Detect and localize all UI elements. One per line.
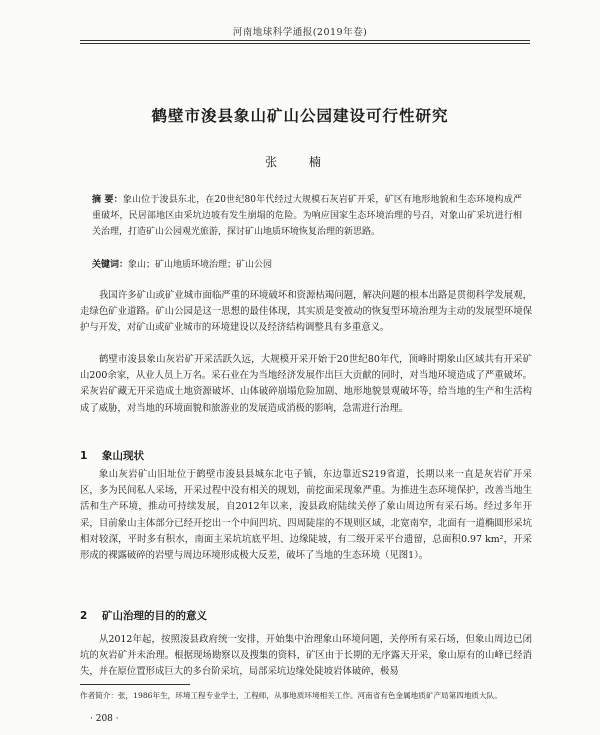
footnote: 作者简介：张，1986年生，环境工程专业学士，工程师，从事地质环境相关工作。河南省有色金属地质矿产局第四地质大队。 xyxy=(80,691,502,700)
abstract-label: 摘 要： xyxy=(92,195,123,205)
author-name: 张 楠 xyxy=(265,155,335,169)
section-number: 2 xyxy=(80,610,88,622)
section-title: 象山现状 xyxy=(102,450,144,462)
section-paragraph: 象山灰岩矿山旧址位于鹤壁市浚县县城东北屯子镇，东边靠近S219省道，长期以来一直是灰岩矿开采区，多为民间私人采场，开采过程中没有相关的规划，前挖面采现象严重。为推进生态环境保护，改善当地生活和生产环境，推动可持续发展，自2012年以来，浚县政府陆续关停了象山周边所有采石场。经过多年开采，目前象山主体部分已经开挖出一个中间凹坑、四周陡崖的不规则区域，北宽南窄，北面有一道椭圆形采坑相对较深，平时多有积水，南面主采坑坑底平坦、边缘陡坡，有二级开采平台遗留，总面积0.97 km²，开采形成的裸露破碎的岩壁与周边环境形成极大反差，破坏了当地的生态环境（见图1）。 xyxy=(80,469,532,562)
header-rule xyxy=(80,40,530,41)
running-head: 河南地球科学通报(2019年卷) xyxy=(232,27,368,38)
header-rule-thin xyxy=(80,43,530,44)
intro-paragraph: 鹤壁市浚县象山灰岩矿开采活跃久远，大规模开采开始于20世纪80年代，顶峰时期象山区域共有开采矿山200余家，从业人员上万名。采石业在为当地经济发展作出巨大贡献的同时，对当地环境造成了严重破坏。采灰岩矿藏无开采造成土地资源破坏、山体破碎崩塌危险加剧、地形地貌景观破坏等，给当地的生产和生活构成了威胁，对当地的环境面貌和旅游业的发展造成消极的影响，急需进行治理。 xyxy=(80,354,532,414)
abstract-text: 象山位于浚县东北，在20世纪80年代经过大规模石灰岩矿开采，矿区有地形地貌和生态环境构成严重破坏，民居部地区由采坑边坡有发生崩塌的危险。为响应国家生态环境治理的号召，对象山矿采坑进行相关治理，打造矿山公园观光旅游，探讨矿山地质环境恢复治理的新思路。 xyxy=(92,195,522,237)
section-paragraph: 从2012年起，按照浚县政府统一安排，开始集中治理象山环境问题，关停所有采石场，但象山周边已闭坑的灰岩矿并未治理。根据现场勘察以及搜集的资料，矿区由于长期的无序露天开采，象山原有的山峰已经消失，并在原位置形成巨大的多台阶采坑，局部采坑边缘处陡坡岩体破碎，极易 xyxy=(80,634,532,678)
keywords-label: 关键词： xyxy=(92,260,129,270)
page-number: · 208 · xyxy=(90,714,119,724)
section-title: 矿山治理的目的的意义 xyxy=(102,610,207,622)
section-heading xyxy=(80,608,207,623)
footnote-rule xyxy=(80,684,190,685)
article-title: 鹤壁市浚县象山矿山公园建设可行性研究 xyxy=(151,106,449,125)
abstract xyxy=(92,192,522,240)
section-number: 1 xyxy=(80,450,88,462)
intro-paragraph: 我国许多矿山或矿业城市面临严重的环境破坏和资源枯竭问题，解决问题的根本出路是贯彻科学发展观，走绿色矿业道路。矿山公园是这一思想的最佳体现，其实质是变被动的恢复型环境治理为主动的发展型环境保护与开发，对矿山或矿业城市的环境建设以及经济结构调整具有多重意义。 xyxy=(80,290,532,334)
keywords-text: 象山；矿山地质环境治理；矿山公园 xyxy=(128,260,273,270)
keywords xyxy=(92,257,522,273)
section-heading xyxy=(80,448,144,463)
